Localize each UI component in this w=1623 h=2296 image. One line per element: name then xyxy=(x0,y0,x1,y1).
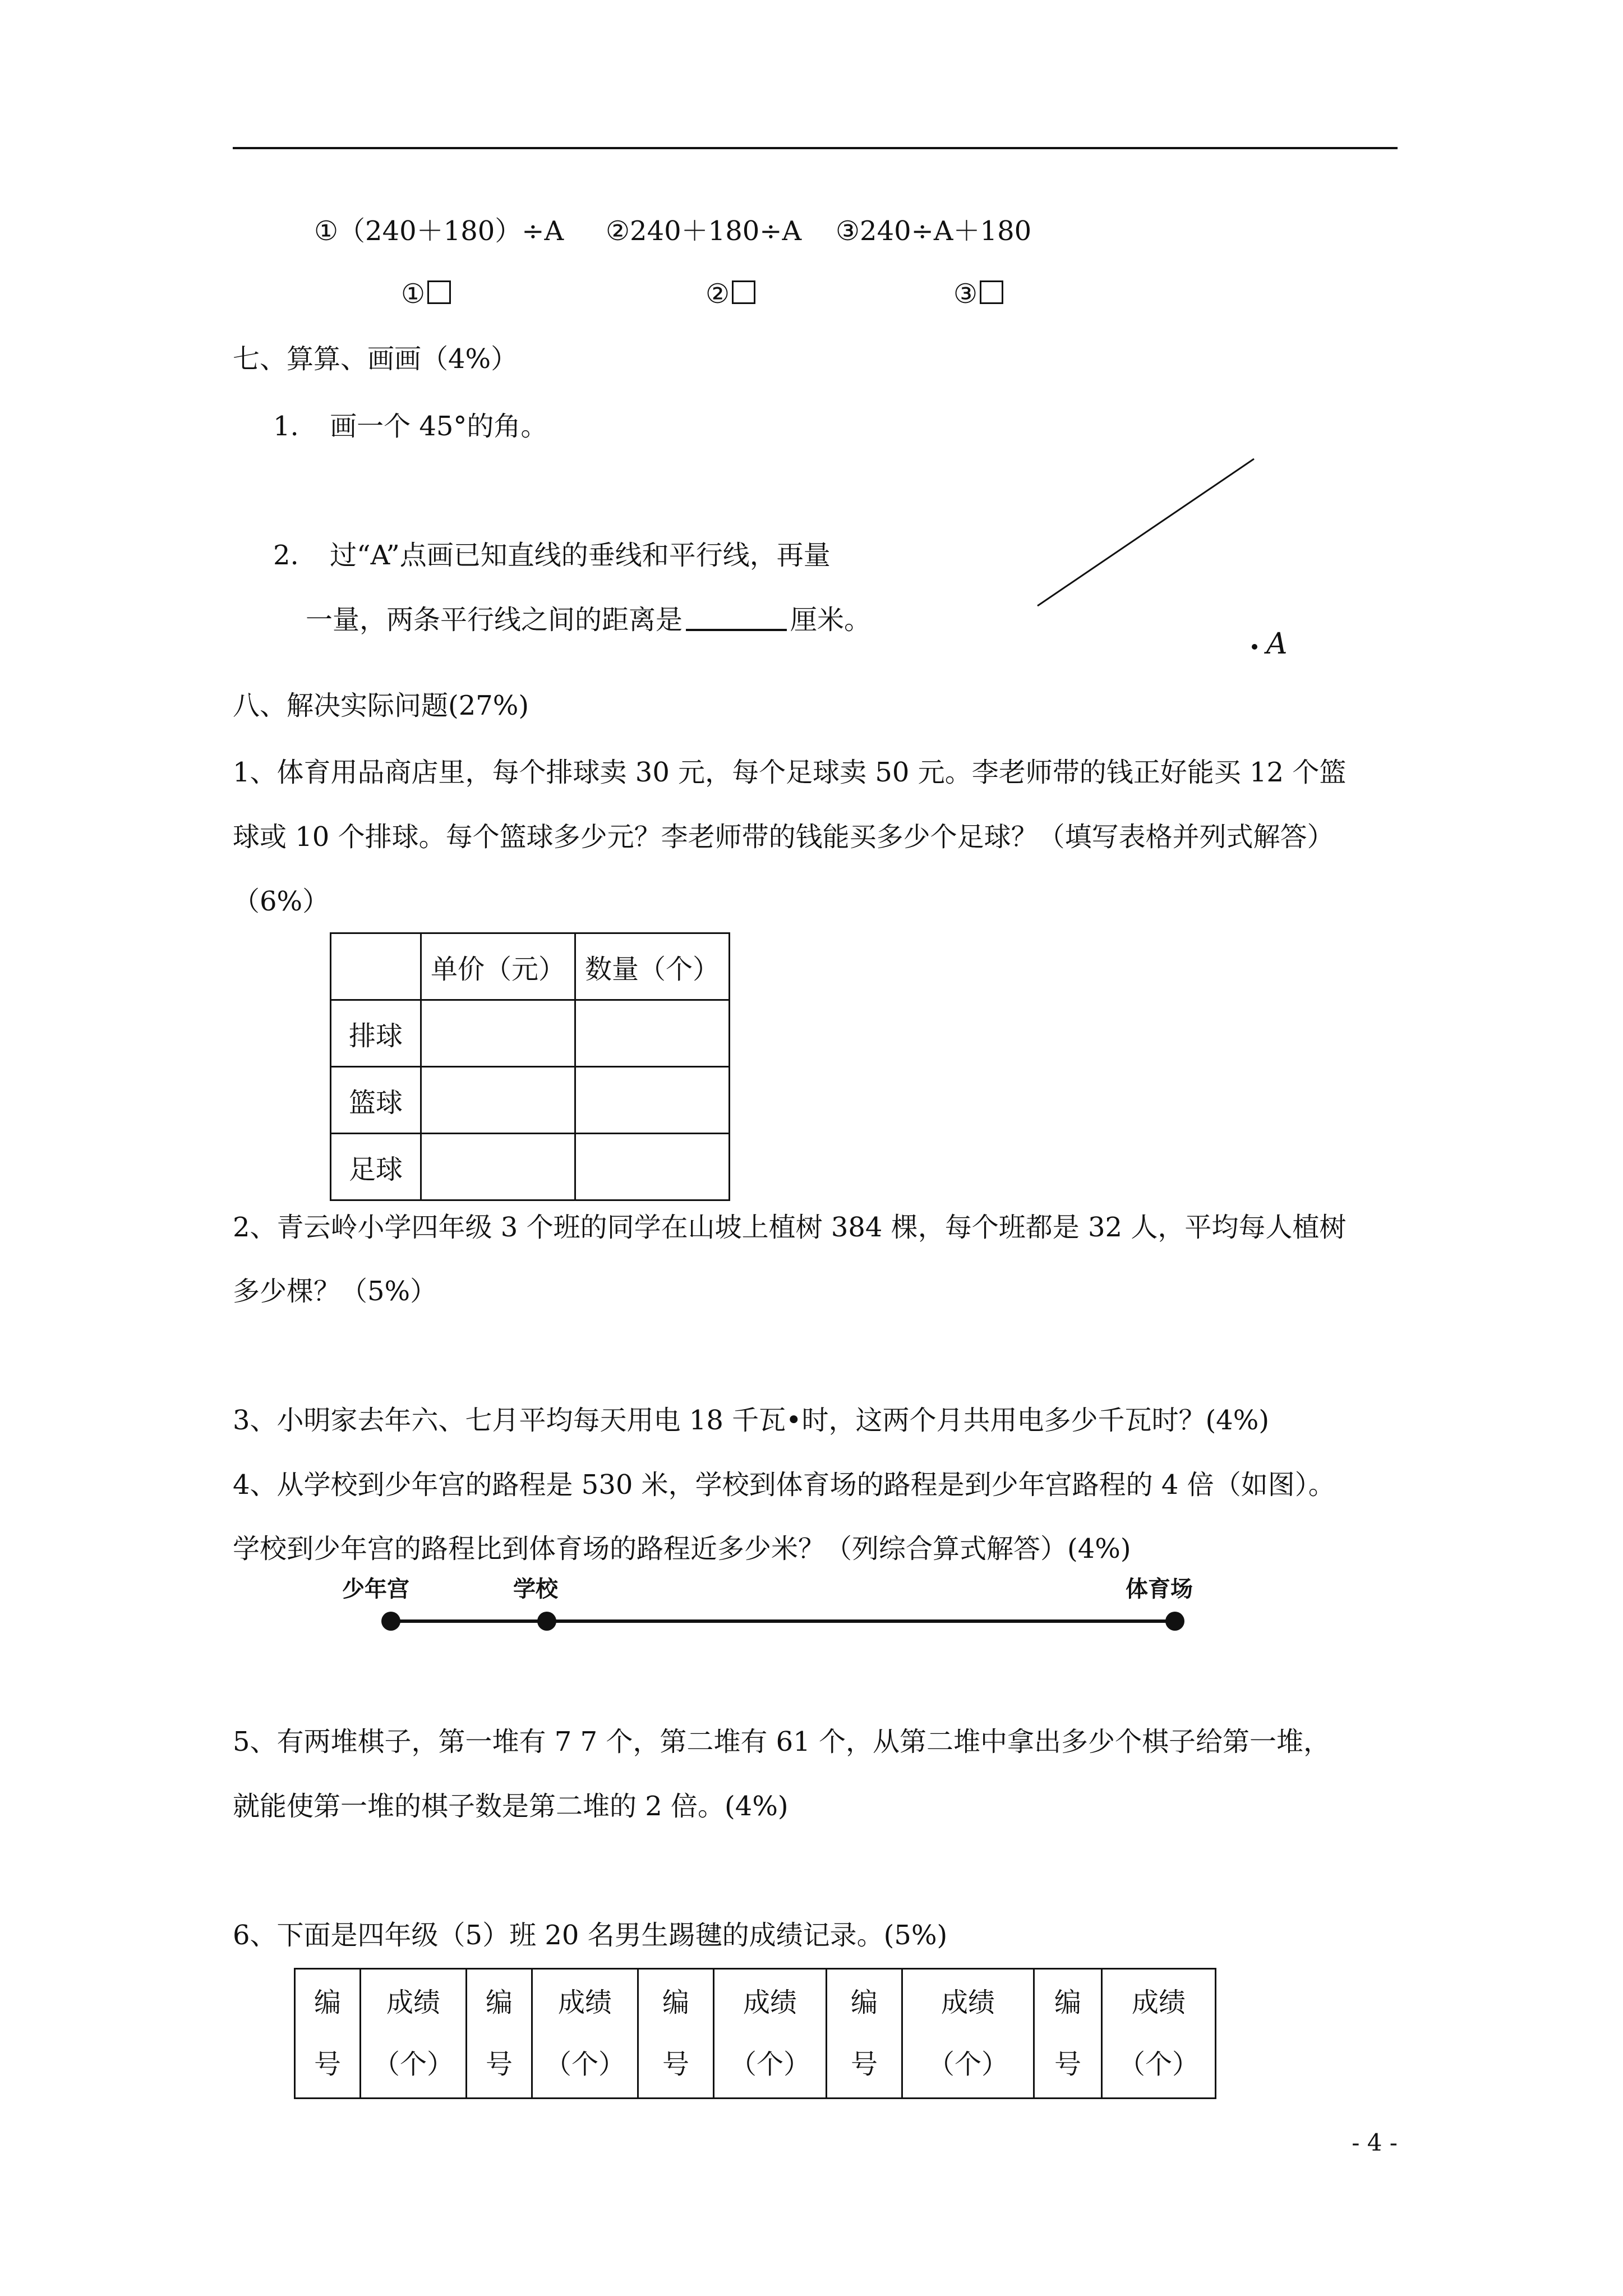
p6-line1: 6、下面是四年级（5）班 20 名男生踢毽的成绩记录。(5%) xyxy=(233,1920,948,1951)
score-header: 成绩 （个） xyxy=(532,1969,638,2099)
num-header: 编 号 xyxy=(638,1969,714,2099)
answer-1: ① xyxy=(401,277,451,311)
p2-line2: 多少棵？（5%） xyxy=(233,1276,437,1307)
row-label: 排球 xyxy=(331,1000,421,1067)
answer-3: ③ xyxy=(953,277,1003,311)
s7-q1-text: 画一个 45°的角。 xyxy=(330,411,548,442)
p1-line3: （6%） xyxy=(233,886,330,917)
route-dot-3 xyxy=(1165,1612,1184,1631)
route-label-1: 少年宫 xyxy=(342,1576,409,1602)
section8-title: 八、解决实际问题(27%) xyxy=(233,690,529,721)
table-cell[interactable] xyxy=(421,1000,575,1067)
section7-title: 七、算算、画画（4%） xyxy=(233,343,518,375)
p5-line1: 5、有两堆棋子，第一堆有 7 7 个，第二堆有 61 个，从第二堆中拿出多少个棋子给第一堆， xyxy=(233,1726,1330,1757)
given-line xyxy=(1038,459,1254,606)
row-label: 足球 xyxy=(331,1134,421,1200)
num-header: 编 号 xyxy=(467,1969,532,2099)
num-header: 编 号 xyxy=(1034,1969,1102,2099)
route-dot-1 xyxy=(381,1612,400,1631)
row-label: 篮球 xyxy=(331,1067,421,1134)
table-row xyxy=(331,1000,730,1067)
num-header: 编 号 xyxy=(295,1969,361,2099)
score-header: 成绩 （个） xyxy=(361,1969,467,2099)
table-row xyxy=(331,1067,730,1134)
score-header: 成绩 （个） xyxy=(902,1969,1034,2099)
table-cell xyxy=(331,933,421,1000)
route-label-2: 学校 xyxy=(513,1576,558,1602)
s7-q2-num: 2. xyxy=(273,540,299,571)
expr-2: ②240＋180÷A xyxy=(606,215,802,247)
point-a-label: A xyxy=(1266,627,1288,661)
score-header: 成绩 （个） xyxy=(714,1969,827,2099)
num-header: 编 号 xyxy=(827,1969,902,2099)
table-header: 数量（个） xyxy=(575,933,730,1000)
s7-q2-text: 过“A”点画已知直线的垂线和平行线，再量 xyxy=(330,540,831,571)
p4-line2: 学校到少年宫的路程比到体育场的路程近多少米？（列综合算式解答）(4%) xyxy=(233,1533,1131,1565)
answer-2: ② xyxy=(706,277,755,311)
s7-q1-num: 1. xyxy=(273,411,299,442)
table-cell[interactable] xyxy=(421,1067,575,1134)
p1-line2: 球或 10 个排球。每个篮球多少元？李老师带的钱能买多少个足球？（填写表格并列式解答） xyxy=(233,821,1334,853)
table-row xyxy=(331,933,730,1000)
table-cell[interactable] xyxy=(421,1134,575,1200)
p3-line1: 3、小明家去年六、七月平均每天用电 18 千瓦•时，这两个月共用电多少千瓦时？(4%) xyxy=(233,1405,1270,1436)
s7-q2-line2: 一量，两条平行线之间的距离是 厘米。 xyxy=(306,604,872,636)
table-cell[interactable] xyxy=(575,1067,730,1134)
page-number: - 4 - xyxy=(1352,2129,1398,2156)
table-row xyxy=(295,1969,1216,2099)
p4-line1: 4、从学校到少年宫的路程是 530 米，学校到体育场的路程是到少年宫路程的 4 倍（如图）。 xyxy=(233,1469,1335,1501)
score-table xyxy=(294,1968,1216,2099)
expr-3: ③240÷A＋180 xyxy=(836,215,1032,247)
table-row xyxy=(331,1134,730,1200)
p2-line1: 2、青云岭小学四年级 3 个班的同学在山坡上植树 384 棵，每个班都是 32 人，平均每人植树 xyxy=(233,1212,1347,1243)
table-cell[interactable] xyxy=(575,1134,730,1200)
route-dot-2 xyxy=(537,1612,556,1631)
expr-1: ①（240＋180）÷A xyxy=(314,215,564,247)
score-header: 成绩 （个） xyxy=(1102,1969,1216,2099)
price-table xyxy=(330,932,730,1201)
point-a-dot xyxy=(1252,644,1257,650)
route-label-3: 体育场 xyxy=(1126,1576,1193,1602)
table-cell[interactable] xyxy=(575,1000,730,1067)
p1-line1: 1、体育用品商店里，每个排球卖 30 元，每个足球卖 50 元。李老师带的钱正好能买 12 个篮 xyxy=(233,757,1347,788)
p5-line2: 就能使第一堆的棋子数是第二堆的 2 倍。(4%) xyxy=(233,1791,789,1822)
table-header: 单价（元） xyxy=(421,933,575,1000)
